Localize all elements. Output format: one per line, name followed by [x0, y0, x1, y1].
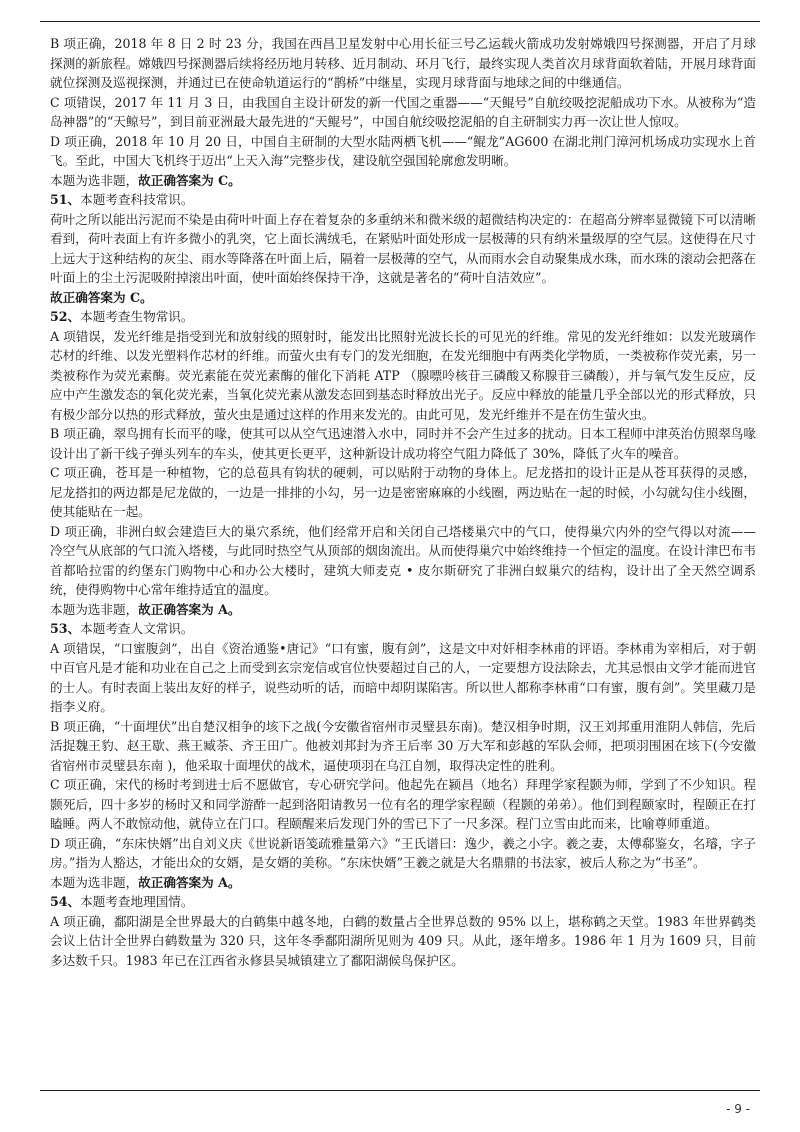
q50-answer: 故正确答案为 C。	[138, 172, 241, 188]
q53-heading	[50, 619, 756, 639]
q52-title: 本题考查生物常识。	[80, 309, 194, 324]
bottom-rule	[40, 1090, 760, 1091]
q52-option-c: C 项正确，苍耳是一种植物，它的总苞具有钩状的硬刺，可以贴附于动物的身体上。尼龙搭扣的设计正是从苍耳获得的灵感，尼龙搭扣的两边都是尼龙做的，一边是一排排的小勾，另一边是密密麻麻的小线圈，两边贴在一起的时候，小勾就勾住小线圈，使其能贴在一起。	[50, 465, 756, 519]
q51-number: 51、	[50, 192, 81, 207]
q53-summary-prefix: 本题为选非题，	[50, 874, 139, 890]
q53-option-c: C 项正确，宋代的杨时考到进士后不愿做官，专心研究学问。他起先在颍昌（地名）拜理学家程颢为师，学到了不少知识。程颢死后，四十多岁的杨时又和同学游酢一起到洛阳请教另一位有名的理学家程颐（程颢的弟弟）。他们到程颐家时，程颐正在打瞌睡。两人不敢惊动他，就侍立在门口。程颐醒来后发现门外的雪已下了一尺多深。程门立雪由此而来，比喻尊师重道。	[50, 777, 756, 831]
q52-option-b: B 项正确，翠鸟拥有长而平的喙，使其可以从空气迅速潜入水中，同时并不会产生过多的扰动。日本工程师中津英治仿照翠鸟喙设计出了新干线子弹头列车的车头，使其更长更平，这种新设计成功将空气阻力降低了 30%，降低了火车的噪音。	[50, 426, 756, 461]
q52-option-d: D 项正确，非洲白蚁会建造巨大的巢穴系统，他们经常开启和关闭自己塔楼巢穴中的气口，使得巢穴内外的空气得以对流——冷空气从底部的气口流入塔楼，与此同时热空气从顶部的烟囱流出。从而使得巢穴中始终维持一个恒定的温度。在设计津巴布韦首都哈拉雷的约堡东门购物中心和办公大楼时，建筑大师麦克 • 皮尔斯研究了非洲白蚁巢穴的结构，设计出了全天然空调系统，使得购物中心常年维持适宜的温度。	[50, 523, 756, 597]
q50-option-c: C 项错误，2017 年 11 月 3 日，由我国自主设计研发的新一代国之重器——“天鲲号”自航绞吸挖泥船成功下水。从被称为“造岛神器”的“天鲸号”，到目前亚洲最大最先进的“天鲲号”，中国自航绞吸挖泥船的自主研制实力再一次让世人惊叹。	[50, 94, 756, 129]
q52-summary-prefix: 本题为选非题，	[50, 601, 139, 617]
top-rule	[40, 21, 760, 22]
q51-title: 本题考查科技常识。	[80, 192, 194, 207]
q53-number: 53、	[50, 621, 81, 636]
q54-number: 54、	[50, 894, 81, 909]
q53-summary	[50, 873, 756, 893]
q54-option-a: A 项正确，鄱阳湖是全世界最大的白鹤集中越冬地，白鹤的数量占全世界总数的 95% 以上，堪称鹤之天堂。1983 年世界鹤类会议上估计全世界白鹤数量为 320 只，这年冬季鄱阳湖所见则为 409 只。从此，逐年增多。1986 年 1 月为 1609 只，目前多达数千只。1983 年已在江西省永修县吴城镇建立了鄱阳湖候鸟保护区。	[50, 913, 756, 968]
page-content	[50, 34, 756, 970]
q53-option-b: B 项正确，“十面埋伏”出自楚汉相争的垓下之战(今安徽省宿州市灵璧县东南)。楚汉相争时期，汉王刘邦重用淮阴人韩信，先后活捉魏王豹、赵王歇、燕王臧荼、齐王田广。他被刘邦封为齐王后率 30 万大军和彭越的军队会师，把项羽围困在垓下(今安徽省宿州市灵璧县东南 )，他采取十面埋伏的战术，逼使项羽在乌江自刎，取得决定性的胜利。	[50, 718, 756, 773]
q53-title: 本题考查人文常识。	[80, 621, 194, 636]
q52-heading	[50, 307, 756, 327]
q53-option-d: D 项正确，“东床快婿”出自刘义庆《世说新语笺疏雅量第六》“王氏谱曰：逸少，羲之小字。羲之妻，太傅郗鉴女，名璿，字子房。”指为人豁达，才能出众的女婿，是女婿的美称。“东床快婿”王羲之就是大名鼎鼎的书法家，被后人称之为“书圣”。	[50, 835, 756, 870]
q53-answer: 故正确答案为 A。	[138, 874, 241, 890]
q50-summary-prefix: 本题为选非题，	[50, 172, 139, 188]
q52-option-a: A 项错误，发光纤维是指受到光和放射线的照射时，能发出比照射光波长长的可见光的纤维。常见的发光纤维如：以发光玻璃作芯材的纤维、以发光塑料作芯材的纤维。而萤火虫有专门的发光细胞，在发光细胞中有两类化学物质，一类被称作荧光素，另一类被称作为荧光素酶。荧光素能在荧光素酶的催化下消耗 ATP （腺嘌呤核苷三磷酸又称腺苷三磷酸），并与氧气发生反应，反应中产生激发态的氧化荧光素，当氧化荧光素从激发态回到基态时释放出光子。反应中释放的能量几乎全部以光的形式释放，只有极少部分以热的形式释放，萤火虫是通过这样的作用来发光的。由此可见，发光纤维并不是在仿生萤火虫。	[50, 328, 756, 422]
q50-option-d: D 项正确，2018 年 10 月 20 日，中国自主研制的大型水陆两栖飞机——“鲲龙”AG600 在湖北荆门漳河机场成功实现水上首飞。至此，中国大飞机终于迈出“上天入海”完整步伐，建设航空强国轮廓愈发明晰。	[50, 133, 756, 168]
q52-answer: 故正确答案为 A。	[138, 601, 241, 617]
q51-answer: 故正确答案为 C。	[50, 289, 153, 305]
q54-title: 本题考查地理国情。	[80, 894, 194, 909]
q50-option-b: B 项正确，2018 年 8 日 2 时 23 分，我国在西昌卫星发射中心用长征三号乙运载火箭成功发射嫦娥四号探测器，开启了月球探测的新旅程。嫦娥四号探测器后续将经历地月转移、近月制动、环月飞行，最终实现人类首次月球背面软着陆，开展月球背面就位探测及巡视探测，并通过已在使命轨道运行的“鹊桥”中继星，实现月球背面与地球之间的中继通信。	[50, 36, 756, 90]
page-number: - 9 -	[726, 1102, 750, 1116]
q50-summary	[50, 171, 756, 191]
q54-heading	[50, 892, 756, 912]
q52-number: 52、	[50, 309, 81, 324]
q51-body: 荷叶之所以能出污泥而不染是由荷叶叶面上存在着复杂的多重纳米和微米级的超微结构决定的：在超高分辨率显微镜下可以清晰看到，荷叶表面上有许多微小的乳突，它上面长满绒毛，在紧贴叶面处形成一层极薄的只有纳米量级厚的空气层。这使得在尺寸上远大于这种结构的灰尘、雨水等降落在叶面上后，隔着一层极薄的空气，从而雨水会自动聚集成水珠，而水珠的滚动会把落在叶面上的尘土污泥吸附掉滚出叶面，使叶面始终保持干净，这就是著名的“荷叶自洁效应”。	[50, 211, 756, 285]
q52-summary	[50, 600, 756, 620]
q53-option-a: A 项错误，“口蜜腹剑”，出自《资治通鉴•唐记》“口有蜜，腹有剑”，这是文中对奸相李林甫的评语。李林甫为宰相后，对于朝中百官凡是才能和功业在自己之上而受到玄宗宠信或官位快要超过自己的人，一定要想方设法除去，尤其忌恨由文学才能而进官的士人。有时表面上装出友好的样子，说些动听的话，而暗中却阴谋陷害。所以世人都称李林甫“口有蜜，腹有剑”。笑里藏刀是指李义府。	[50, 640, 756, 714]
q51-heading	[50, 190, 756, 210]
